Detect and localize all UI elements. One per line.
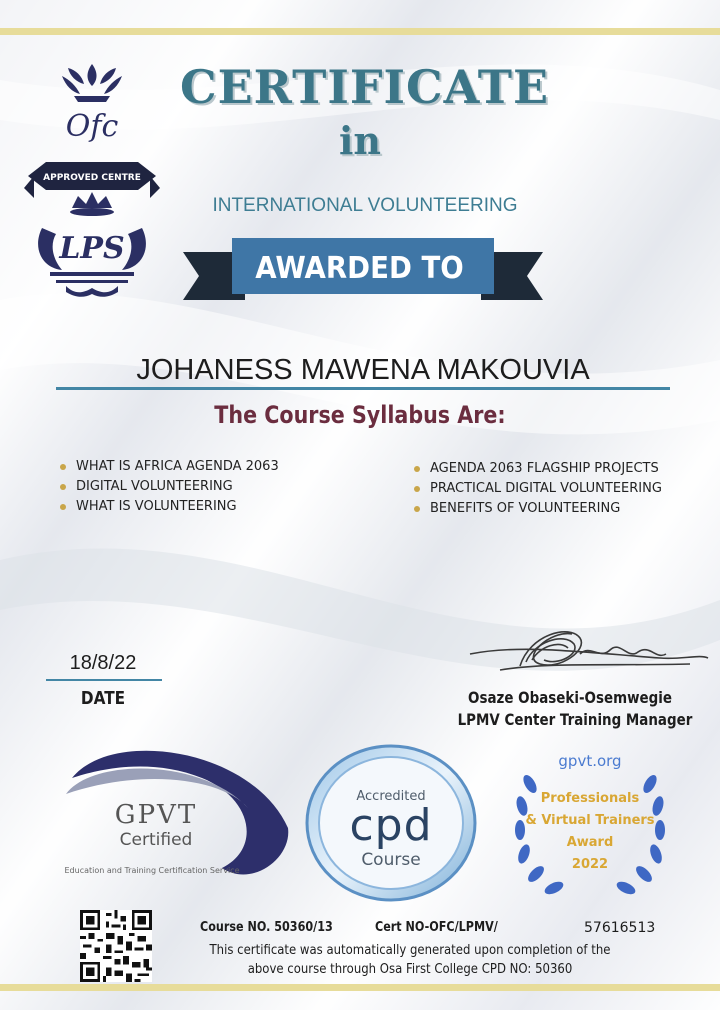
bullet-dot-icon [60,504,66,510]
gpvt-tagline: Education and Training Certification Service [64,866,240,875]
awarded-to-label: AWARDED TO [255,251,464,286]
list-item [412,479,662,499]
signature-image [460,614,710,694]
list-item [412,459,662,479]
recipient-underline [56,387,670,390]
award-line-1: Professionals [540,791,640,806]
list-item [412,499,662,519]
bullet-dot-icon [414,486,420,492]
cpd-main-text: cpd [349,800,433,851]
syllabus-item-label: PRACTICAL DIGITAL VOLUNTEERING [430,481,662,496]
list-item [58,497,279,517]
syllabus-list-left [58,457,279,517]
seal-monogram: LPS [59,231,125,266]
syllabus-item-label: AGENDA 2063 FLAGSHIP PROJECTS [430,461,659,476]
bottom-border-bar [0,984,720,991]
award-org-text: gpvt.org [558,752,622,770]
syllabus-item-label: DIGITAL VOLUNTEERING [76,479,233,494]
cpd-accredited-text: Accredited [356,789,426,804]
auto-note-line-2: above course through Osa First College CPD NO: 50360 [247,962,573,977]
qr-code-icon[interactable] [80,910,152,982]
bullet-dot-icon [414,466,420,472]
recipient-name: JOHANESS MAWENA MAKOUVIA [136,354,590,386]
award-line-4: 2022 [571,857,609,872]
syllabus-item-label: WHAT IS AFRICA AGENDA 2063 [76,459,279,474]
date-label: DATE [80,688,126,709]
seal-banner-text: APPROVED CENTRE [43,173,141,183]
bullet-dot-icon [60,484,66,490]
gpvt-title: GPVT [114,800,198,830]
gpvt-subtitle: Certified [119,830,193,850]
auto-note-line-1: This certificate was automatically generated upon completion of the [209,943,611,958]
award-line-3: Award [566,835,614,850]
course-name: INTERNATIONAL VOLUNTEERING [212,195,518,216]
list-item [58,457,279,477]
serial-number: 57616513 [584,920,656,936]
syllabus-list-right [412,459,662,519]
cpd-course-text: Course [361,850,421,870]
seal-brand-text: Ofc [65,109,119,144]
bullet-dot-icon [60,464,66,470]
signer-role: LPMV Center Training Manager [457,710,693,729]
syllabus-heading: The Course Syllabus Are: [214,401,506,429]
list-item [58,477,279,497]
ofc-lps-seal [22,58,162,298]
bullet-dot-icon [414,506,420,512]
date-underline [46,679,162,681]
certificate-title-in: in [338,118,382,163]
award-text [520,788,660,876]
award-line-2: & Virtual Trainers [525,813,655,828]
date-value: 18/8/22 [69,652,137,674]
certificate-title: CERTIFICATE [180,60,550,114]
auto-generated-note [194,941,626,979]
course-number: Course NO. 50360/13 [200,920,333,935]
certificate-number: Cert NO-OFC/LPMV/ [375,920,498,935]
syllabus-item-label: WHAT IS VOLUNTEERING [76,499,237,514]
top-border-bar [0,28,720,35]
signer-name: Osaze Obaseki-Osemwegie [468,688,672,707]
syllabus-item-label: BENEFITS OF VOLUNTEERING [430,501,621,516]
